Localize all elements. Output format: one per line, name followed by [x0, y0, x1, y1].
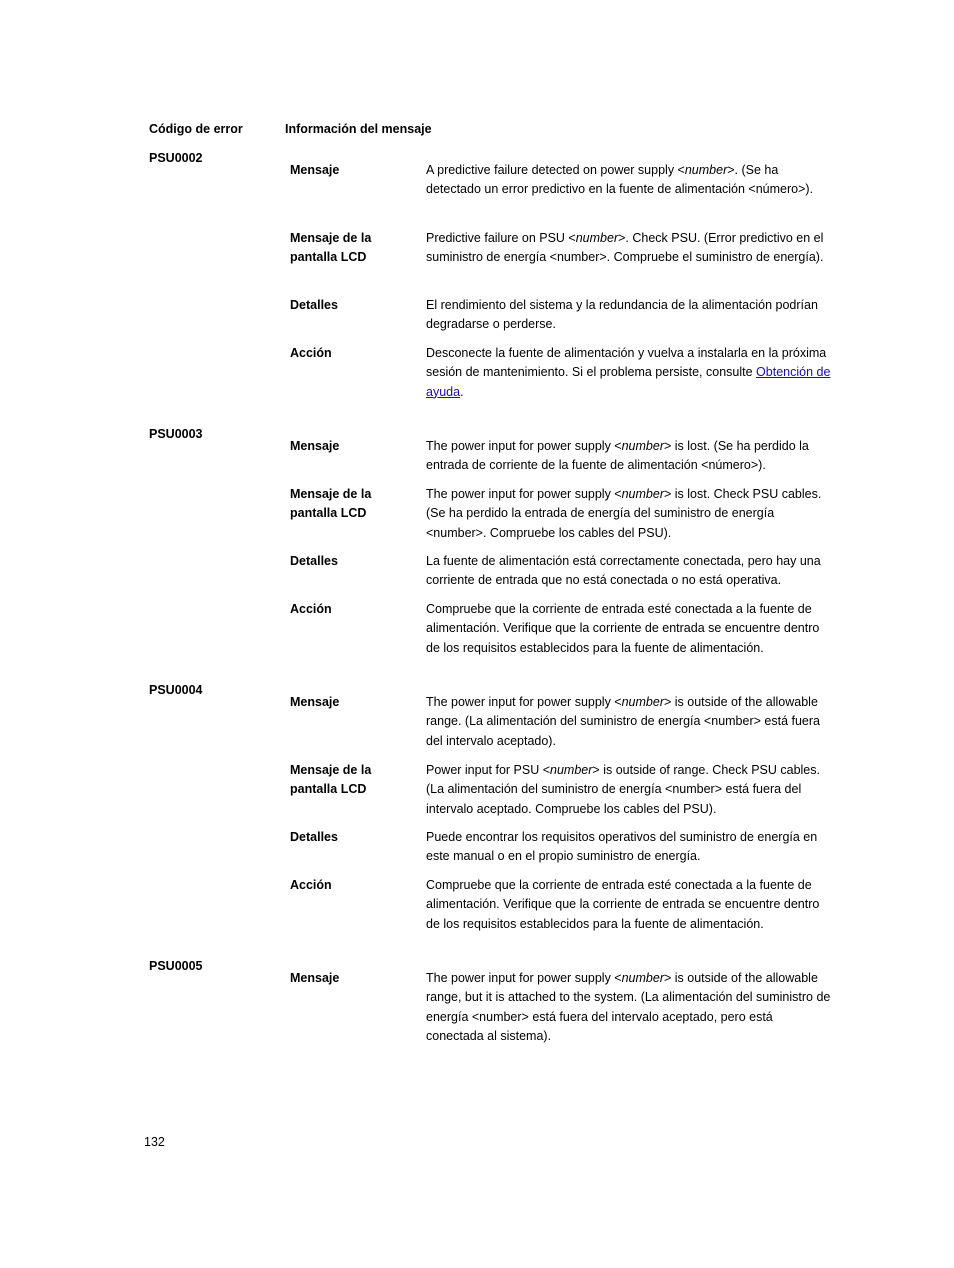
- field-value: La fuente de alimentación está correctamente conectada, pero hay una corriente de entrada que no está conectada o no está operativa.: [426, 554, 821, 588]
- error-code-psu0003: PSU0003: [149, 427, 203, 441]
- field-value: Compruebe que la corriente de entrada esté conectada a la fuente de alimentación. Verifique que la corriente de entrada se encuentre dentro de los requisitos establecidos para la fuente de alimentación.: [426, 602, 820, 655]
- header-message-info: Información del mensaje: [285, 122, 432, 136]
- header-error-code: Código de error: [149, 122, 243, 136]
- error-code-psu0004: PSU0004: [149, 683, 203, 697]
- field-value: The power input for power supply <number> is lost. (Se ha perdido la entrada de corriente de la fuente de alimentación <número>).: [426, 439, 809, 473]
- field-label: Detalles: [290, 298, 338, 312]
- field-value: The power input for power supply <number> is outside of the allowable range. (La alimentación del suministro de energía <number> está fuera del intervalo aceptado).: [426, 695, 820, 748]
- field-label: Mensaje de la pantalla LCD: [290, 487, 372, 521]
- field-label: Acción: [290, 878, 332, 892]
- field-label: Detalles: [290, 830, 338, 844]
- table-header: [149, 120, 849, 140]
- field-value: A predictive failure detected on power supply <number>. (Se ha detectado un error predictivo en la fuente de alimentación <número>).: [426, 163, 814, 197]
- field-label: Mensaje de la pantalla LCD: [290, 231, 372, 265]
- field-value: Power input for PSU <number> is outside of range. Check PSU cables. (La alimentación del suministro de energía <number> está fuera del intervalo aceptado. Compruebe los cables del PSU).: [426, 763, 820, 816]
- field-value: Desconecte la fuente de alimentación y vuelva a instalarla en la próxima sesión de mantenimiento. Si el problema persiste, consulte Obtención de ayuda.: [426, 346, 831, 399]
- field-label: Mensaje: [290, 971, 340, 985]
- field-value: The power input for power supply <number> is lost. Check PSU cables. (Se ha perdido la entrada de energía del suministro de energía <number>. Compruebe los cables del PSU).: [426, 487, 822, 540]
- page-number: 132: [144, 1135, 165, 1149]
- help-link[interactable]: Obtención de ayuda: [426, 365, 831, 399]
- field-value: Predictive failure on PSU <number>. Check PSU. (Error predictivo en el suministro de energía <number>. Compruebe el suministro de energía).: [426, 231, 824, 265]
- field-label: Mensaje: [290, 695, 340, 709]
- field-label: Mensaje de la pantalla LCD: [290, 763, 372, 797]
- field-label: Acción: [290, 346, 332, 360]
- error-code-psu0005: PSU0005: [149, 959, 203, 973]
- field-value: Compruebe que la corriente de entrada esté conectada a la fuente de alimentación. Verifique que la corriente de entrada se encuentre dentro de los requisitos establecidos para la fuente de alimentación.: [426, 878, 820, 931]
- field-label: Detalles: [290, 554, 338, 568]
- field-value: El rendimiento del sistema y la redundancia de la alimentación podrían degradarse o perderse.: [426, 298, 818, 332]
- field-label: Acción: [290, 602, 332, 616]
- field-value: Puede encontrar los requisitos operativos del suministro de energía en este manual o en el propio suministro de energía.: [426, 830, 818, 864]
- error-code-psu0002: PSU0002: [149, 151, 203, 165]
- field-label: Mensaje: [290, 439, 340, 453]
- field-value: The power input for power supply <number> is outside of the allowable range, but it is attached to the system. (La alimentación del suministro de energía <number> está fuera del intervalo aceptado, pero está conectada al sistema).: [426, 971, 831, 1044]
- field-label: Mensaje: [290, 163, 340, 177]
